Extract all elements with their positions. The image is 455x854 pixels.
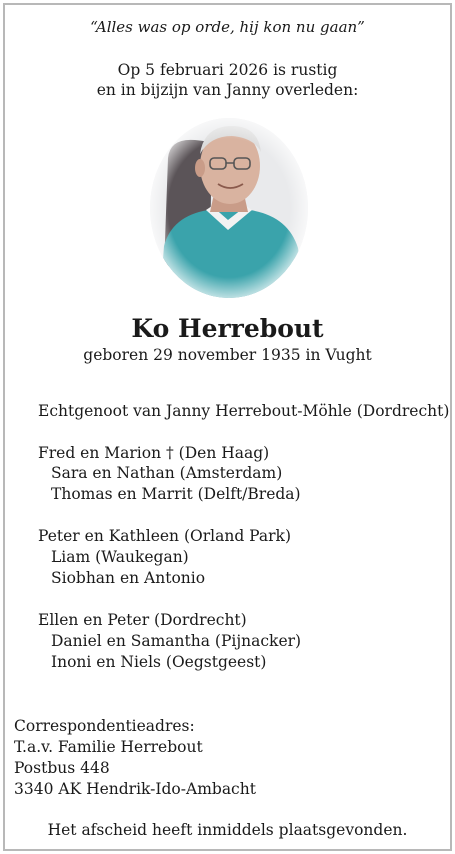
birth-line: geboren 29 november 1935 in Vught (83, 346, 372, 364)
correspondence-line: T.a.v. Familie Herrebout (14, 738, 203, 756)
correspondence-heading: Correspondentieadres: (14, 717, 195, 735)
family-child: Liam (Waukegan) (51, 548, 189, 566)
announcement-line-1: Op 5 februari 2026 is rustig (117, 61, 338, 79)
quote: “Alles was op orde, hij kon nu gaan” (90, 18, 365, 36)
closing-line: Het afscheid heeft inmiddels plaatsgevonden. (47, 821, 408, 839)
portrait-icon (150, 118, 308, 298)
spouse-line: Echtgenoot van Janny Herrebout-Möhle (Dordrecht) (38, 402, 450, 420)
family-child: Daniel en Samantha (Pijnacker) (51, 632, 302, 650)
correspondence-line: Postbus 448 (14, 759, 110, 777)
family-child: Inoni en Niels (Oegstgeest) (51, 653, 267, 671)
announcement-line-2: en in bijzijn van Janny overleden: (96, 81, 359, 99)
family-parent: Ellen en Peter (Dordrecht) (38, 611, 247, 629)
family-parent: Peter en Kathleen (Orland Park) (38, 527, 291, 545)
family-parent: Fred en Marion † (Den Haag) (38, 444, 270, 462)
family-child: Siobhan en Antonio (51, 569, 206, 587)
family-child: Sara en Nathan (Amsterdam) (51, 464, 283, 482)
portrait-photo (150, 118, 308, 298)
correspondence-line: 3340 AK Hendrik-Ido-Ambacht (14, 780, 256, 798)
deceased-name: Ko Herrebout (131, 314, 324, 343)
family-child: Thomas en Marrit (Delft/Breda) (51, 485, 301, 503)
